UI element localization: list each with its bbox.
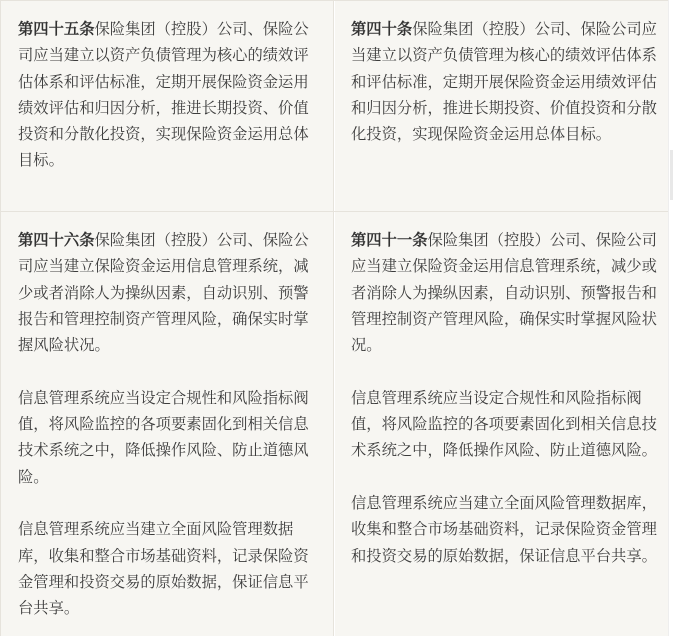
table-cell-new xyxy=(1,1,334,211)
table-cell-new xyxy=(1,212,334,636)
article-paragraph: 信息管理系统应当设定合规性和风险指标阀值，将风险监控的各项要素固化到相关信息技术系统之中，降低操作风险、防止道德风险。 xyxy=(351,388,657,460)
scrollbar-thumb[interactable] xyxy=(670,150,673,200)
article-text: 保险集团（控股）公司、保险公司应当建立以资产负债管理为核心的绩效评估体系和评估标准，定期开展保险资金运用绩效评估和归因分析，推进长期投资、价值投资和分散化投资，实现保险资金运用总体目标。 xyxy=(351,20,657,144)
article-paragraph xyxy=(18,227,323,358)
article-number: 第四十五条 xyxy=(18,20,95,38)
article-text: 保险集团（控股）公司、保险公司应当建立保险资金运用信息管理系统，减少或者消除人为操纵因素，自动识别、预警报告和管理控制资产管理风险，确保实时掌握风险状况。 xyxy=(18,231,309,355)
article-paragraph: 信息管理系统应当建立全面风险管理数据库，收集和整合市场基础资料，记录保险资金管理和投资交易的原始数据，保证信息平台共享。 xyxy=(351,493,657,565)
table-row xyxy=(1,0,669,211)
vertical-scrollbar[interactable] xyxy=(668,0,674,636)
article-paragraph: 信息管理系统应当设定合规性和风险指标阀值，将风险监控的各项要素固化到相关信息技术系统之中，降低操作风险、防止道德风险。 xyxy=(18,388,309,486)
article-paragraph xyxy=(18,16,323,174)
article-number: 第四十条 xyxy=(351,20,413,38)
article-paragraph xyxy=(351,16,661,147)
article-paragraph xyxy=(351,227,661,358)
article-text: 保险集团（控股）公司、保险公司应当建立保险资金运用信息管理系统，减少或者消除人为操纵因素，自动识别、预警报告和管理控制资产管理风险，确保实时掌握风险状况。 xyxy=(351,231,657,355)
table-cell-old xyxy=(335,212,669,636)
article-paragraph: 信息管理系统应当建立全面风险管理数据库，收集和整合市场基础资料，记录保险资金管理和投资交易的原始数据，保证信息平台共享。 xyxy=(18,520,309,618)
article-number: 第四十六条 xyxy=(18,231,95,249)
article-number: 第四十一条 xyxy=(351,231,428,249)
article-text: 保险集团（控股）公司、保险公司应当建立以资产负债管理为核心的绩效评估体系和评估标准，定期开展保险资金运用绩效评估和归因分析，推进长期投资、价值投资和分散化投资，实现保险资金运用总体目标。 xyxy=(18,20,309,170)
table-row xyxy=(1,211,669,636)
table-cell-old xyxy=(335,1,669,211)
